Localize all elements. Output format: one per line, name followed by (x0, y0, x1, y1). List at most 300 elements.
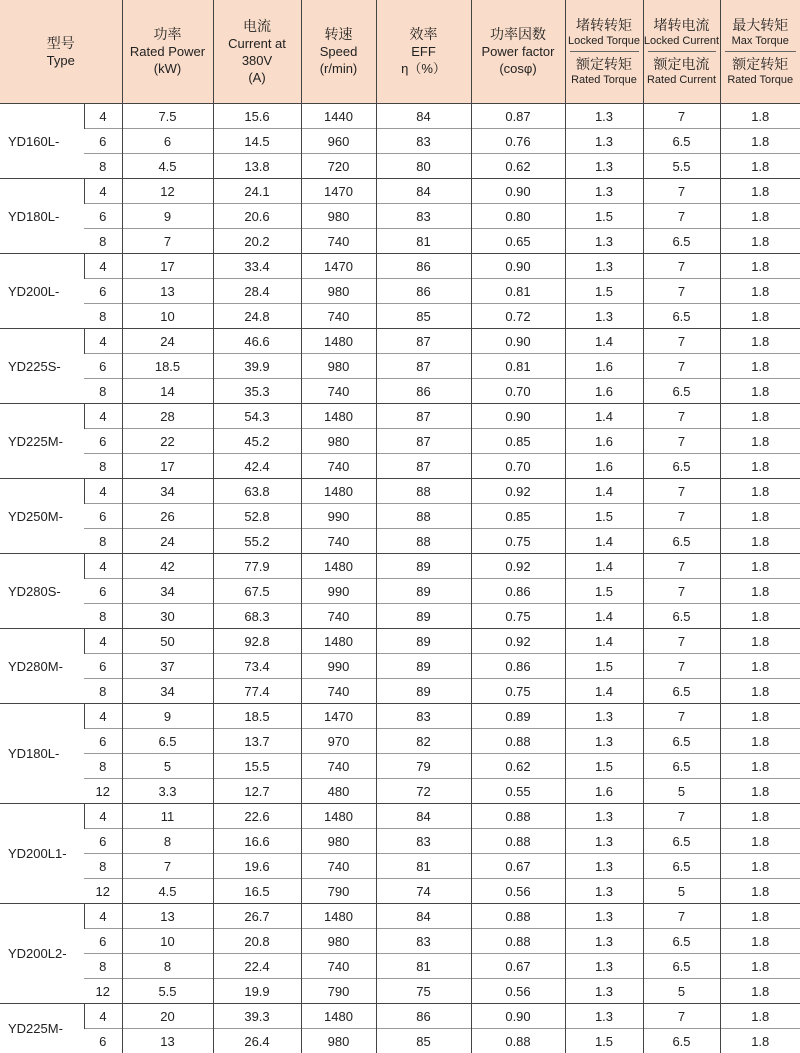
power-factor-cell: 0.92 (471, 479, 565, 504)
speed-cell: 740 (301, 954, 376, 979)
current-cell: 54.3 (213, 404, 301, 429)
locked-torque-ratio-cell: 1.3 (565, 254, 643, 279)
efficiency-cell: 87 (376, 404, 471, 429)
locked-current-ratio-cell: 7 (643, 554, 720, 579)
max-torque-ratio-cell: 1.8 (720, 954, 800, 979)
max-torque-ratio-cell: 1.8 (720, 929, 800, 954)
max-torque-ratio-cell: 1.8 (720, 554, 800, 579)
locked-torque-ratio-cell: 1.4 (565, 629, 643, 654)
power-factor-cell: 0.75 (471, 604, 565, 629)
current-cell: 52.8 (213, 504, 301, 529)
table-row (0, 104, 800, 129)
current-cell: 20.2 (213, 229, 301, 254)
locked-current-ratio-cell: 5 (643, 979, 720, 1004)
locked-torque-ratio-cell: 1.4 (565, 679, 643, 704)
table-row (0, 954, 800, 979)
table-row (0, 604, 800, 629)
poles-cell: 8 (84, 954, 122, 979)
current-cell: 15.5 (213, 754, 301, 779)
efficiency-cell: 85 (376, 1029, 471, 1053)
locked-torque-ratio-cell: 1.5 (565, 504, 643, 529)
rated-power-cell: 50 (122, 629, 213, 654)
efficiency-cell: 86 (376, 379, 471, 404)
locked-current-ratio-cell: 7 (643, 804, 720, 829)
power-factor-cell: 0.92 (471, 629, 565, 654)
max-torque-ratio-cell: 1.8 (720, 579, 800, 604)
speed-cell: 720 (301, 154, 376, 179)
efficiency-cell: 83 (376, 204, 471, 229)
poles-cell: 4 (84, 254, 122, 279)
rated-power-cell: 10 (122, 304, 213, 329)
speed-cell: 990 (301, 504, 376, 529)
locked-current-ratio-cell: 6.5 (643, 954, 720, 979)
max-torque-ratio-cell: 1.8 (720, 1029, 800, 1053)
poles-cell: 4 (84, 904, 122, 929)
efficiency-cell: 83 (376, 929, 471, 954)
efficiency-cell: 81 (376, 854, 471, 879)
power-factor-cell: 0.90 (471, 1004, 565, 1029)
speed-cell: 980 (301, 279, 376, 304)
locked-current-ratio-cell: 6.5 (643, 304, 720, 329)
max-torque-ratio-cell: 1.8 (720, 904, 800, 929)
rated-power-cell: 5 (122, 754, 213, 779)
speed-cell: 740 (301, 379, 376, 404)
table-row (0, 729, 800, 754)
current-cell: 26.4 (213, 1029, 301, 1053)
current-cell: 26.7 (213, 904, 301, 929)
rated-power-cell: 18.5 (122, 354, 213, 379)
current-cell: 39.3 (213, 1004, 301, 1029)
table-row (0, 229, 800, 254)
locked-current-ratio-cell: 6.5 (643, 604, 720, 629)
locked-torque-ratio-cell: 1.3 (565, 104, 643, 129)
power-factor-cell: 0.67 (471, 954, 565, 979)
current-cell: 42.4 (213, 454, 301, 479)
max-torque-ratio-cell: 1.8 (720, 879, 800, 904)
rated-power-cell: 6 (122, 129, 213, 154)
max-torque-ratio-cell: 1.8 (720, 254, 800, 279)
header-power-factor: 功率因数 Power factor (cosφ) (471, 0, 565, 104)
table-row (0, 1004, 800, 1029)
rated-power-cell: 3.3 (122, 779, 213, 804)
current-cell: 22.6 (213, 804, 301, 829)
locked-torque-ratio-cell: 1.4 (565, 554, 643, 579)
table-row (0, 304, 800, 329)
rated-power-cell: 8 (122, 829, 213, 854)
locked-torque-ratio-cell: 1.6 (565, 454, 643, 479)
efficiency-cell: 72 (376, 779, 471, 804)
table-row (0, 329, 800, 354)
locked-torque-ratio-cell: 1.3 (565, 904, 643, 929)
rated-power-cell: 11 (122, 804, 213, 829)
locked-current-ratio-cell: 6.5 (643, 754, 720, 779)
poles-cell: 8 (84, 304, 122, 329)
table-row (0, 504, 800, 529)
power-factor-cell: 0.56 (471, 979, 565, 1004)
current-cell: 12.7 (213, 779, 301, 804)
rated-power-cell: 34 (122, 479, 213, 504)
poles-cell: 4 (84, 479, 122, 504)
locked-current-ratio-cell: 5 (643, 779, 720, 804)
locked-torque-ratio-cell: 1.4 (565, 604, 643, 629)
locked-torque-ratio-cell: 1.3 (565, 129, 643, 154)
max-torque-ratio-cell: 1.8 (720, 429, 800, 454)
rated-power-cell: 7.5 (122, 104, 213, 129)
max-torque-ratio-cell: 1.8 (720, 604, 800, 629)
poles-cell: 8 (84, 854, 122, 879)
power-factor-cell: 0.62 (471, 154, 565, 179)
current-cell: 15.6 (213, 104, 301, 129)
rated-power-cell: 22 (122, 429, 213, 454)
table-row (0, 979, 800, 1004)
max-torque-ratio-cell: 1.8 (720, 804, 800, 829)
table-row (0, 829, 800, 854)
speed-cell: 980 (301, 929, 376, 954)
type-cell: YD200L1- (0, 804, 84, 904)
table-row (0, 804, 800, 829)
locked-current-ratio-cell: 7 (643, 279, 720, 304)
table-row (0, 429, 800, 454)
power-factor-cell: 0.56 (471, 879, 565, 904)
power-factor-cell: 0.88 (471, 904, 565, 929)
header-locked-current-ratio: 堵转电流 Locked Current 额定电流 Rated Current (643, 0, 720, 104)
rated-power-cell: 6.5 (122, 729, 213, 754)
type-cell: YD250M- (0, 479, 84, 554)
power-factor-cell: 0.88 (471, 929, 565, 954)
rated-power-cell: 14 (122, 379, 213, 404)
locked-current-ratio-cell: 5 (643, 879, 720, 904)
max-torque-ratio-cell: 1.8 (720, 129, 800, 154)
efficiency-cell: 89 (376, 554, 471, 579)
locked-torque-ratio-cell: 1.3 (565, 854, 643, 879)
locked-torque-ratio-cell: 1.4 (565, 404, 643, 429)
efficiency-cell: 83 (376, 129, 471, 154)
rated-power-cell: 20 (122, 1004, 213, 1029)
current-cell: 28.4 (213, 279, 301, 304)
current-cell: 33.4 (213, 254, 301, 279)
locked-current-ratio-cell: 7 (643, 579, 720, 604)
speed-cell: 970 (301, 729, 376, 754)
rated-power-cell: 37 (122, 654, 213, 679)
speed-cell: 1480 (301, 329, 376, 354)
locked-current-ratio-cell: 6.5 (643, 929, 720, 954)
poles-cell: 6 (84, 1029, 122, 1053)
table-row (0, 1029, 800, 1053)
table-row (0, 579, 800, 604)
speed-cell: 790 (301, 979, 376, 1004)
efficiency-cell: 86 (376, 1004, 471, 1029)
locked-current-ratio-cell: 7 (643, 429, 720, 454)
table-header (0, 0, 800, 104)
table-row (0, 679, 800, 704)
locked-torque-ratio-cell: 1.3 (565, 154, 643, 179)
efficiency-cell: 89 (376, 629, 471, 654)
efficiency-cell: 74 (376, 879, 471, 904)
locked-current-ratio-cell: 7 (643, 329, 720, 354)
table-row (0, 179, 800, 204)
locked-torque-ratio-cell: 1.3 (565, 829, 643, 854)
speed-cell: 980 (301, 829, 376, 854)
rated-power-cell: 17 (122, 254, 213, 279)
current-cell: 45.2 (213, 429, 301, 454)
type-cell: YD280S- (0, 554, 84, 629)
poles-cell: 6 (84, 929, 122, 954)
locked-torque-ratio-cell: 1.5 (565, 204, 643, 229)
power-factor-cell: 0.89 (471, 704, 565, 729)
power-factor-cell: 0.76 (471, 129, 565, 154)
power-factor-cell: 0.88 (471, 1029, 565, 1053)
poles-cell: 6 (84, 579, 122, 604)
locked-current-ratio-cell: 7 (643, 1004, 720, 1029)
efficiency-cell: 86 (376, 254, 471, 279)
locked-current-ratio-cell: 7 (643, 504, 720, 529)
table-row (0, 929, 800, 954)
speed-cell: 1480 (301, 404, 376, 429)
efficiency-cell: 87 (376, 454, 471, 479)
efficiency-cell: 87 (376, 354, 471, 379)
max-torque-ratio-cell: 1.8 (720, 304, 800, 329)
max-torque-ratio-cell: 1.8 (720, 329, 800, 354)
locked-torque-ratio-cell: 1.4 (565, 329, 643, 354)
power-factor-cell: 0.80 (471, 204, 565, 229)
rated-power-cell: 24 (122, 529, 213, 554)
table-row (0, 379, 800, 404)
max-torque-ratio-cell: 1.8 (720, 979, 800, 1004)
power-factor-cell: 0.81 (471, 279, 565, 304)
efficiency-cell: 84 (376, 104, 471, 129)
speed-cell: 740 (301, 754, 376, 779)
type-cell: YD225M- (0, 404, 84, 479)
max-torque-ratio-cell: 1.8 (720, 729, 800, 754)
table-row (0, 904, 800, 929)
max-torque-ratio-cell: 1.8 (720, 504, 800, 529)
current-cell: 20.8 (213, 929, 301, 954)
efficiency-cell: 81 (376, 229, 471, 254)
locked-torque-ratio-cell: 1.6 (565, 779, 643, 804)
current-cell: 13.8 (213, 154, 301, 179)
table-row (0, 204, 800, 229)
power-factor-cell: 0.75 (471, 679, 565, 704)
max-torque-ratio-cell: 1.8 (720, 404, 800, 429)
power-factor-cell: 0.90 (471, 254, 565, 279)
speed-cell: 980 (301, 429, 376, 454)
rated-power-cell: 28 (122, 404, 213, 429)
efficiency-cell: 79 (376, 754, 471, 779)
current-cell: 68.3 (213, 604, 301, 629)
efficiency-cell: 89 (376, 679, 471, 704)
current-cell: 18.5 (213, 704, 301, 729)
speed-cell: 1480 (301, 554, 376, 579)
locked-current-ratio-cell: 6.5 (643, 129, 720, 154)
max-torque-ratio-cell: 1.8 (720, 679, 800, 704)
efficiency-cell: 87 (376, 329, 471, 354)
table-row (0, 879, 800, 904)
rated-power-cell: 7 (122, 229, 213, 254)
locked-torque-ratio-cell: 1.5 (565, 654, 643, 679)
poles-cell: 6 (84, 354, 122, 379)
rated-power-cell: 13 (122, 1029, 213, 1053)
locked-torque-ratio-cell: 1.5 (565, 754, 643, 779)
poles-cell: 6 (84, 729, 122, 754)
max-torque-ratio-cell: 1.8 (720, 479, 800, 504)
max-torque-ratio-cell: 1.8 (720, 204, 800, 229)
type-cell: YD225M- (0, 1004, 84, 1053)
power-factor-cell: 0.70 (471, 379, 565, 404)
table-row (0, 854, 800, 879)
speed-cell: 740 (301, 854, 376, 879)
fraction-line (570, 51, 639, 52)
locked-current-ratio-cell: 6.5 (643, 379, 720, 404)
fraction-line (725, 51, 797, 52)
efficiency-cell: 86 (376, 279, 471, 304)
locked-torque-ratio-cell: 1.5 (565, 579, 643, 604)
locked-torque-ratio-cell: 1.5 (565, 1029, 643, 1053)
poles-cell: 4 (84, 179, 122, 204)
table-row (0, 454, 800, 479)
locked-current-ratio-cell: 7 (643, 179, 720, 204)
efficiency-cell: 83 (376, 829, 471, 854)
table-row (0, 704, 800, 729)
power-factor-cell: 0.85 (471, 504, 565, 529)
max-torque-ratio-cell: 1.8 (720, 629, 800, 654)
rated-power-cell: 5.5 (122, 979, 213, 1004)
header-current: 电流 Current at 380V (A) (213, 0, 301, 104)
rated-power-cell: 42 (122, 554, 213, 579)
efficiency-cell: 84 (376, 179, 471, 204)
efficiency-cell: 88 (376, 479, 471, 504)
power-factor-cell: 0.88 (471, 804, 565, 829)
table-row (0, 279, 800, 304)
speed-cell: 1470 (301, 704, 376, 729)
poles-cell: 6 (84, 204, 122, 229)
rated-power-cell: 9 (122, 704, 213, 729)
poles-cell: 4 (84, 404, 122, 429)
power-factor-cell: 0.88 (471, 829, 565, 854)
speed-cell: 1470 (301, 254, 376, 279)
speed-cell: 990 (301, 579, 376, 604)
power-factor-cell: 0.81 (471, 354, 565, 379)
poles-cell: 4 (84, 104, 122, 129)
speed-cell: 960 (301, 129, 376, 154)
speed-cell: 1480 (301, 479, 376, 504)
table-row (0, 629, 800, 654)
speed-cell: 740 (301, 454, 376, 479)
poles-cell: 6 (84, 429, 122, 454)
power-factor-cell: 0.67 (471, 854, 565, 879)
max-torque-ratio-cell: 1.8 (720, 779, 800, 804)
table-row (0, 554, 800, 579)
current-cell: 24.1 (213, 179, 301, 204)
table-row (0, 654, 800, 679)
current-cell: 46.6 (213, 329, 301, 354)
poles-cell: 4 (84, 554, 122, 579)
poles-cell: 8 (84, 754, 122, 779)
power-factor-cell: 0.92 (471, 554, 565, 579)
locked-torque-ratio-cell: 1.3 (565, 804, 643, 829)
speed-cell: 740 (301, 529, 376, 554)
rated-power-cell: 4.5 (122, 154, 213, 179)
speed-cell: 740 (301, 679, 376, 704)
max-torque-ratio-cell: 1.8 (720, 154, 800, 179)
locked-torque-ratio-cell: 1.3 (565, 1004, 643, 1029)
rated-power-cell: 26 (122, 504, 213, 529)
rated-power-cell: 9 (122, 204, 213, 229)
locked-torque-ratio-cell: 1.5 (565, 279, 643, 304)
locked-current-ratio-cell: 6.5 (643, 529, 720, 554)
poles-cell: 12 (84, 879, 122, 904)
table-row (0, 254, 800, 279)
locked-current-ratio-cell: 6.5 (643, 829, 720, 854)
type-cell: YD200L2- (0, 904, 84, 1004)
locked-current-ratio-cell: 7 (643, 904, 720, 929)
speed-cell: 1440 (301, 104, 376, 129)
poles-cell: 8 (84, 529, 122, 554)
locked-current-ratio-cell: 7 (643, 704, 720, 729)
locked-torque-ratio-cell: 1.3 (565, 979, 643, 1004)
locked-torque-ratio-cell: 1.3 (565, 879, 643, 904)
efficiency-cell: 88 (376, 529, 471, 554)
locked-torque-ratio-cell: 1.6 (565, 429, 643, 454)
max-torque-ratio-cell: 1.8 (720, 754, 800, 779)
power-factor-cell: 0.87 (471, 104, 565, 129)
rated-power-cell: 24 (122, 329, 213, 354)
current-cell: 19.9 (213, 979, 301, 1004)
max-torque-ratio-cell: 1.8 (720, 354, 800, 379)
speed-cell: 980 (301, 204, 376, 229)
power-factor-cell: 0.85 (471, 429, 565, 454)
speed-cell: 740 (301, 604, 376, 629)
locked-torque-ratio-cell: 1.4 (565, 529, 643, 554)
speed-cell: 980 (301, 1029, 376, 1053)
poles-cell: 8 (84, 229, 122, 254)
efficiency-cell: 83 (376, 704, 471, 729)
power-factor-cell: 0.72 (471, 304, 565, 329)
fraction-line (648, 51, 716, 52)
poles-cell: 6 (84, 279, 122, 304)
max-torque-ratio-cell: 1.8 (720, 279, 800, 304)
locked-torque-ratio-cell: 1.6 (565, 379, 643, 404)
rated-power-cell: 7 (122, 854, 213, 879)
current-cell: 77.4 (213, 679, 301, 704)
current-cell: 24.8 (213, 304, 301, 329)
current-cell: 13.7 (213, 729, 301, 754)
poles-cell: 8 (84, 154, 122, 179)
header-speed: 转速 Speed (r/min) (301, 0, 376, 104)
table-row (0, 354, 800, 379)
max-torque-ratio-cell: 1.8 (720, 654, 800, 679)
current-cell: 19.6 (213, 854, 301, 879)
locked-current-ratio-cell: 7 (643, 629, 720, 654)
max-torque-ratio-cell: 1.8 (720, 229, 800, 254)
table-row (0, 129, 800, 154)
max-torque-ratio-cell: 1.8 (720, 854, 800, 879)
header-efficiency: 效率 EFF η（%） (376, 0, 471, 104)
current-cell: 67.5 (213, 579, 301, 604)
table-row (0, 754, 800, 779)
type-cell: YD180L- (0, 179, 84, 254)
current-cell: 39.9 (213, 354, 301, 379)
efficiency-cell: 75 (376, 979, 471, 1004)
locked-current-ratio-cell: 7 (643, 654, 720, 679)
table-body (0, 104, 800, 1053)
header-power: 功率 Rated Power (kW) (122, 0, 213, 104)
locked-current-ratio-cell: 6.5 (643, 679, 720, 704)
max-torque-ratio-cell: 1.8 (720, 1004, 800, 1029)
locked-current-ratio-cell: 6.5 (643, 729, 720, 754)
power-factor-cell: 0.86 (471, 654, 565, 679)
locked-current-ratio-cell: 6.5 (643, 454, 720, 479)
table-row (0, 479, 800, 504)
